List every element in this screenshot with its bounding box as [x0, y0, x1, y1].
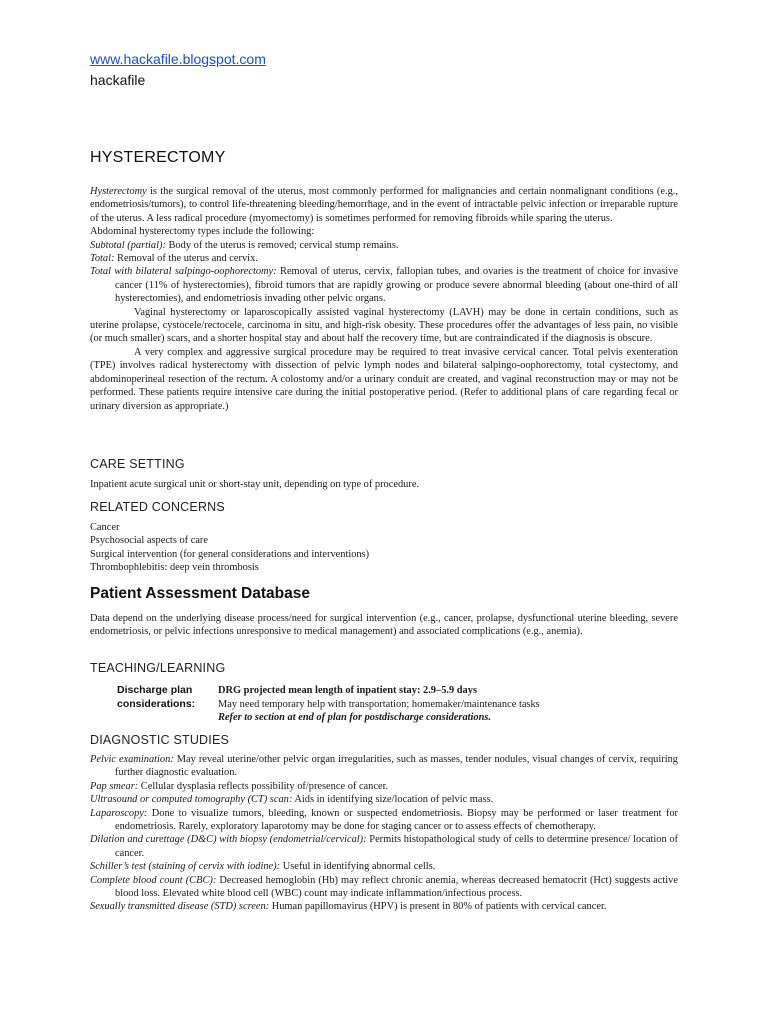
discharge-plan-label	[117, 684, 217, 711]
term: Total with bilateral salpingo-oophorectomy:	[90, 266, 277, 278]
related-concerns-heading: RELATED CONCERNS	[90, 500, 225, 514]
teaching-heading: TEACHING/LEARNING	[90, 661, 226, 675]
refer-line: Refer to section at end of plan for postdischarge considerations.	[218, 712, 492, 723]
definition: May reveal uterine/other pelvic organ irregularities, such as masses, tender nodules, visual changes of cervix, requiring further diagnostic evaluation.	[115, 754, 678, 779]
list-item: Psychosocial aspects of care	[90, 535, 209, 547]
term: Pelvic examination:	[90, 754, 174, 765]
diagnostic-item	[90, 833, 678, 860]
diagnostic-item	[90, 860, 678, 873]
definition: Useful in identifying abnormal cells.	[280, 861, 436, 873]
definition: Cellular dysplasia reflects possibility of/presence of cancer.	[138, 780, 389, 792]
intro-section	[90, 185, 678, 413]
term: Dilation and curettage (D&C) with biopsy (endometrial/cervical):	[90, 834, 367, 846]
definition: Aids in identifying size/location of pelvic mass.	[292, 794, 494, 806]
term: Schiller’s test (staining of cervix with iodine):	[90, 861, 281, 873]
drg-line: DRG projected mean length of inpatient stay: 2.9–5.9 days	[218, 685, 477, 696]
term: Hysterectomy	[90, 186, 147, 197]
list-item: Cancer	[90, 522, 120, 533]
label-line: considerations:	[117, 697, 196, 710]
patient-assessment-text: Data depend on the underlying disease process/need for surgical intervention (e.g., cancer, prolapse, dysfunctional uterine bleeding, severe endometriosis, or pelvic infections unresponsive to medical management) and associated complications (e.g., anemia).	[90, 613, 678, 638]
term: Ultrasound or computed tomography (CT) scan:	[90, 794, 293, 806]
diagnostic-item	[90, 874, 678, 901]
page-title: HYSTERECTOMY	[90, 149, 226, 166]
definition: Decreased hemoglobin (Hb) may reflect chronic anemia, whereas decreased hematocrit (Hct) suggests active blood loss. Elevated white blood cell (WBC) count may indicate inflammation/infectious process.	[115, 874, 678, 900]
discharge-plan-details	[218, 684, 638, 725]
definition: Removal of uterus, cervix, fallopian tubes, and ovaries is the treatment of choice for invasive cancer (11% of hysterectomies), fibroid tumors that are rapidly growing or produce severe abnormal bleeding (about one-third of all hysterectomies), and endometriosis invading other pelvic organs.	[115, 266, 678, 305]
total-item	[90, 252, 678, 265]
term: Total:	[90, 253, 115, 265]
diagnostic-item	[90, 793, 678, 806]
definition: Body of the uterus is removed; cervical stump remains.	[165, 239, 399, 251]
definition: Removal of the uterus and cervix.	[114, 253, 258, 265]
term: Laparoscopy:	[90, 807, 148, 819]
care-setting-heading: CARE SETTING	[90, 457, 185, 471]
list-item: Thrombophlebitis: deep vein thrombosis	[90, 562, 259, 574]
definition: Human papillomavirus (HPV) is present in 80% of patients with cervical cancer.	[269, 901, 607, 913]
diagnostic-item	[90, 780, 678, 793]
term: Sexually transmitted disease (STD) screen:	[90, 901, 270, 913]
help-line: May need temporary help with transportation; homemaker/maintenance tasks	[218, 698, 540, 710]
patient-assessment-heading: Patient Assessment Database	[90, 585, 310, 602]
intro-paragraph	[90, 185, 678, 225]
term: Pap smear:	[90, 780, 139, 792]
care-setting-text: Inpatient acute surgical unit or short-stay unit, depending on type of procedure.	[90, 479, 420, 490]
website-link[interactable]: www.hackafile.blogspot.com	[90, 51, 266, 67]
definition: Permits histopathological study of cells to determine presence/ location of cancer.	[115, 834, 678, 859]
types-intro: Abdominal hysterectomy types include the following:	[90, 226, 315, 238]
diagnostic-item	[90, 753, 678, 780]
intro-text: is the surgical removal of the uterus, most commonly performed for malignancies and certain nonmalignant conditions (e.g., endometriosis/tumors), to control life-threatening bleeding/hemorrhage, and in the event of intractable pelvic infection or irreparable rupture of the uterus. A less radical procedure (myomectomy) is sometimes performed for removing fibroids while sparing the uterus.	[90, 186, 678, 224]
tpe-paragraph: A very complex and aggressive surgical procedure may be required to treat invasive cervical cancer. Total pelvis exenteration (TPE) involves radical hysterectomy with dissection of pelvic lymph nodes and bilateral salpingo-oophorectomy, total cystectomy, and abdominoperineal resection of the rectum. A colostomy and/or a urinary conduit are created, and vaginal reconstruction may or may not be performed. These patients require intensive care during the initial postoperative period. (Refer to additional plans of care regarding fecal or urinary diversion as appropriate.)	[90, 346, 678, 412]
term: Complete blood count (CBC):	[90, 874, 217, 886]
term: Subtotal (partial):	[90, 239, 166, 251]
subtotal-item	[90, 239, 678, 252]
diagnostic-item	[90, 900, 678, 913]
bso-item	[90, 265, 678, 305]
diagnostic-list	[90, 753, 678, 914]
diagnostic-heading: DIAGNOSTIC STUDIES	[90, 733, 230, 747]
label-line: Discharge plan	[117, 684, 193, 696]
site-name: hackafile	[90, 72, 146, 88]
vaginal-paragraph: Vaginal hysterectomy or laparoscopically assisted vaginal hysterectomy (LAVH) may be done in certain conditions, such as uterine prolapse, cystocele/rectocele, carcinoma in situ, and high-risk obesity. These procedures offer the advantages of less pain, no visible (or much smaller) scars, and a shorter hospital stay and about half the recovery time, but are contraindicated if the diagnosis is obscure.	[90, 306, 678, 345]
related-concerns-list	[90, 521, 678, 575]
diagnostic-item	[90, 807, 678, 834]
definition: Done to visualize tumors, bleeding, known or suspected endometriosis. Biopsy may be performed or laser treatment for endometriosis. Rarely, exploratory laparotomy may be done for staging cancer or to assess effects of chemotherapy.	[115, 807, 678, 833]
list-item: Surgical intervention (for general considerations and interventions)	[90, 548, 370, 560]
